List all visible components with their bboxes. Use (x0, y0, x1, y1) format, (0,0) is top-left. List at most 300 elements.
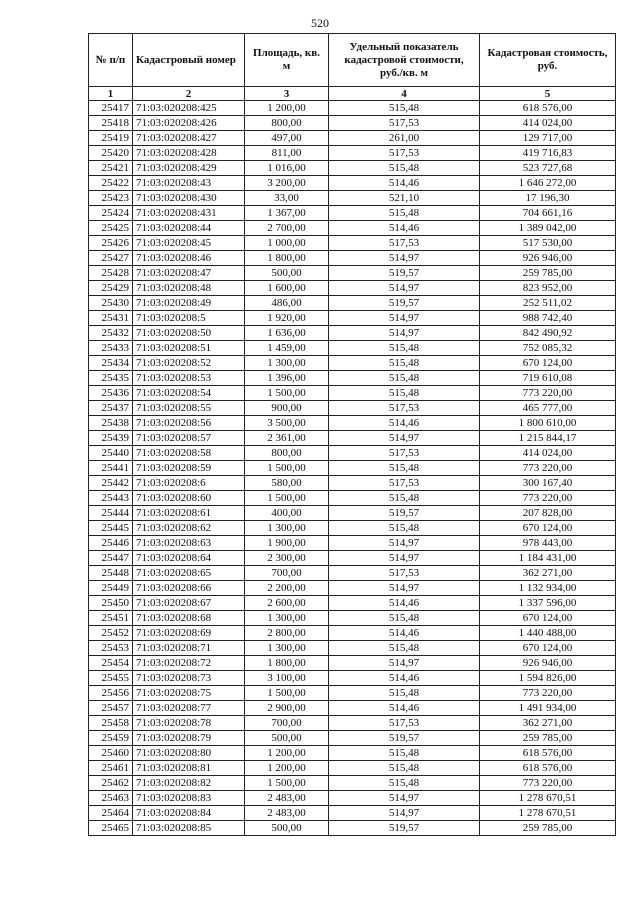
cadastral-number-cell: 71:03:020208:430 (133, 191, 245, 206)
table-row (89, 641, 616, 656)
cadastral-value-cell: 465 777,00 (480, 401, 616, 416)
row-number-cell: 25431 (89, 311, 133, 326)
cadastral-value-cell: 517 530,00 (480, 236, 616, 251)
cadastral-value-cell: 1 800 610,00 (480, 416, 616, 431)
table-row (89, 281, 616, 296)
area-cell: 486,00 (245, 296, 329, 311)
cadastral-number-cell: 71:03:020208:431 (133, 206, 245, 221)
row-number-cell: 25430 (89, 296, 133, 311)
cadastral-number-cell: 71:03:020208:78 (133, 716, 245, 731)
unit-rate-cell: 261,00 (329, 131, 480, 146)
row-number-cell: 25458 (89, 716, 133, 731)
cadastral-number-cell: 71:03:020208:83 (133, 791, 245, 806)
unit-rate-cell: 515,48 (329, 686, 480, 701)
cadastral-value-cell: 414 024,00 (480, 446, 616, 461)
row-number-cell: 25457 (89, 701, 133, 716)
cadastral-number-cell: 71:03:020208:80 (133, 746, 245, 761)
unit-rate-cell: 515,48 (329, 101, 480, 116)
table-row (89, 791, 616, 806)
area-cell: 1 367,00 (245, 206, 329, 221)
area-cell: 1 500,00 (245, 461, 329, 476)
area-cell: 1 200,00 (245, 101, 329, 116)
cadastral-value-cell: 362 271,00 (480, 566, 616, 581)
row-number-cell: 25435 (89, 371, 133, 386)
unit-rate-cell: 517,53 (329, 146, 480, 161)
table-row (89, 686, 616, 701)
cadastral-value-cell: 1 646 272,00 (480, 176, 616, 191)
unit-rate-cell: 519,57 (329, 296, 480, 311)
table-row (89, 206, 616, 221)
table-row (89, 176, 616, 191)
area-cell: 1 500,00 (245, 686, 329, 701)
column-number: 4 (329, 87, 480, 101)
table-row (89, 131, 616, 146)
row-number-cell: 25424 (89, 206, 133, 221)
area-cell: 1 300,00 (245, 356, 329, 371)
unit-rate-cell: 515,48 (329, 641, 480, 656)
area-cell: 1 000,00 (245, 236, 329, 251)
row-number-cell: 25459 (89, 731, 133, 746)
unit-rate-cell: 514,97 (329, 281, 480, 296)
row-number-cell: 25425 (89, 221, 133, 236)
unit-rate-cell: 514,46 (329, 416, 480, 431)
unit-rate-cell: 514,46 (329, 596, 480, 611)
row-number-cell: 25427 (89, 251, 133, 266)
cadastral-value-cell: 1 132 934,00 (480, 581, 616, 596)
table-row (89, 236, 616, 251)
area-cell: 500,00 (245, 821, 329, 836)
area-cell: 800,00 (245, 446, 329, 461)
row-number-cell: 25422 (89, 176, 133, 191)
area-cell: 2 700,00 (245, 221, 329, 236)
cadastral-number-cell: 71:03:020208:61 (133, 506, 245, 521)
area-cell: 1 500,00 (245, 386, 329, 401)
cadastral-value-cell: 252 511,02 (480, 296, 616, 311)
unit-rate-cell: 519,57 (329, 506, 480, 521)
area-cell: 1 396,00 (245, 371, 329, 386)
cadastral-value-cell: 670 124,00 (480, 641, 616, 656)
table-header-row (89, 34, 616, 87)
table-row (89, 161, 616, 176)
row-number-cell: 25434 (89, 356, 133, 371)
cadastral-value-cell: 618 576,00 (480, 101, 616, 116)
unit-rate-cell: 515,48 (329, 161, 480, 176)
unit-rate-cell: 515,48 (329, 371, 480, 386)
cadastral-value-cell: 719 610,08 (480, 371, 616, 386)
cadastral-number-cell: 71:03:020208:75 (133, 686, 245, 701)
unit-rate-cell: 515,48 (329, 206, 480, 221)
table-row (89, 476, 616, 491)
cadastral-number-cell: 71:03:020208:68 (133, 611, 245, 626)
cadastral-value-cell: 419 716,83 (480, 146, 616, 161)
cadastral-number-cell: 71:03:020208:64 (133, 551, 245, 566)
table-row (89, 401, 616, 416)
cadastral-number-cell: 71:03:020208:67 (133, 596, 245, 611)
unit-rate-cell: 515,48 (329, 776, 480, 791)
cadastral-number-cell: 71:03:020208:59 (133, 461, 245, 476)
area-cell: 580,00 (245, 476, 329, 491)
row-number-cell: 25464 (89, 806, 133, 821)
unit-rate-cell: 514,97 (329, 251, 480, 266)
cadastral-number-cell: 71:03:020208:48 (133, 281, 245, 296)
area-cell: 3 100,00 (245, 671, 329, 686)
column-number: 2 (133, 87, 245, 101)
area-cell: 900,00 (245, 401, 329, 416)
cadastral-value-cell: 1 491 934,00 (480, 701, 616, 716)
header-cadastral-number: Кадастровый номер (133, 34, 245, 87)
row-number-cell: 25449 (89, 581, 133, 596)
area-cell: 1 900,00 (245, 536, 329, 551)
area-cell: 2 361,00 (245, 431, 329, 446)
table-row (89, 551, 616, 566)
header-cadastral-value: Кадастровая стоимость, руб. (480, 34, 616, 87)
table-row (89, 356, 616, 371)
table-row (89, 596, 616, 611)
unit-rate-cell: 517,53 (329, 716, 480, 731)
table-row (89, 776, 616, 791)
row-number-cell: 25429 (89, 281, 133, 296)
cadastral-value-cell: 1 278 670,51 (480, 791, 616, 806)
area-cell: 497,00 (245, 131, 329, 146)
row-number-cell: 25433 (89, 341, 133, 356)
table-row (89, 611, 616, 626)
area-cell: 1 016,00 (245, 161, 329, 176)
cadastral-number-cell: 71:03:020208:63 (133, 536, 245, 551)
table-row (89, 251, 616, 266)
cadastral-value-cell: 618 576,00 (480, 746, 616, 761)
cadastral-number-cell: 71:03:020208:43 (133, 176, 245, 191)
unit-rate-cell: 517,53 (329, 236, 480, 251)
cadastral-number-cell: 71:03:020208:65 (133, 566, 245, 581)
row-number-cell: 25456 (89, 686, 133, 701)
row-number-cell: 25421 (89, 161, 133, 176)
unit-rate-cell: 514,46 (329, 701, 480, 716)
table-row (89, 116, 616, 131)
row-number-cell: 25448 (89, 566, 133, 581)
row-number-cell: 25419 (89, 131, 133, 146)
table-row (89, 341, 616, 356)
cadastral-value-cell: 978 443,00 (480, 536, 616, 551)
cadastral-value-cell: 259 785,00 (480, 266, 616, 281)
cadastral-value-cell: 773 220,00 (480, 686, 616, 701)
table-row (89, 746, 616, 761)
cadastral-value-cell: 926 946,00 (480, 251, 616, 266)
unit-rate-cell: 515,48 (329, 356, 480, 371)
table-row (89, 626, 616, 641)
table-row (89, 146, 616, 161)
header-row-number: № п/п (89, 34, 133, 87)
cadastral-number-cell: 71:03:020208:45 (133, 236, 245, 251)
cadastral-number-cell: 71:03:020208:82 (133, 776, 245, 791)
cadastral-value-cell: 773 220,00 (480, 386, 616, 401)
cadastral-number-cell: 71:03:020208:47 (133, 266, 245, 281)
area-cell: 2 600,00 (245, 596, 329, 611)
row-number-cell: 25437 (89, 401, 133, 416)
table-row (89, 671, 616, 686)
cadastral-number-cell: 71:03:020208:62 (133, 521, 245, 536)
cadastral-value-cell: 259 785,00 (480, 731, 616, 746)
row-number-cell: 25440 (89, 446, 133, 461)
row-number-cell: 25428 (89, 266, 133, 281)
cadastral-value-cell: 523 727,68 (480, 161, 616, 176)
cadastral-value-cell: 1 389 042,00 (480, 221, 616, 236)
table-row (89, 266, 616, 281)
table-row (89, 446, 616, 461)
unit-rate-cell: 514,46 (329, 176, 480, 191)
unit-rate-cell: 517,53 (329, 566, 480, 581)
table-row (89, 311, 616, 326)
unit-rate-cell: 517,53 (329, 446, 480, 461)
cadastral-number-cell: 71:03:020208:6 (133, 476, 245, 491)
row-number-cell: 25423 (89, 191, 133, 206)
row-number-cell: 25432 (89, 326, 133, 341)
unit-rate-cell: 515,48 (329, 491, 480, 506)
area-cell: 2 800,00 (245, 626, 329, 641)
area-cell: 2 483,00 (245, 791, 329, 806)
table-row (89, 581, 616, 596)
cadastral-value-cell: 1 215 844,17 (480, 431, 616, 446)
cadastral-value-cell: 988 742,40 (480, 311, 616, 326)
row-number-cell: 25453 (89, 641, 133, 656)
unit-rate-cell: 515,48 (329, 521, 480, 536)
table-row (89, 536, 616, 551)
row-number-cell: 25420 (89, 146, 133, 161)
row-number-cell: 25441 (89, 461, 133, 476)
unit-rate-cell: 514,97 (329, 326, 480, 341)
cadastral-value-cell: 773 220,00 (480, 776, 616, 791)
table-body (89, 101, 616, 836)
unit-rate-cell: 515,48 (329, 341, 480, 356)
area-cell: 1 300,00 (245, 521, 329, 536)
unit-rate-cell: 515,48 (329, 611, 480, 626)
unit-rate-cell: 514,46 (329, 626, 480, 641)
area-cell: 1 636,00 (245, 326, 329, 341)
column-number: 3 (245, 87, 329, 101)
unit-rate-cell: 514,97 (329, 551, 480, 566)
unit-rate-cell: 515,48 (329, 746, 480, 761)
table-row (89, 821, 616, 836)
cadastral-value-cell: 670 124,00 (480, 356, 616, 371)
unit-rate-cell: 515,48 (329, 761, 480, 776)
cadastral-number-cell: 71:03:020208:55 (133, 401, 245, 416)
cadastral-value-cell: 1 337 596,00 (480, 596, 616, 611)
cadastral-number-cell: 71:03:020208:46 (133, 251, 245, 266)
cadastral-number-cell: 71:03:020208:52 (133, 356, 245, 371)
unit-rate-cell: 519,57 (329, 821, 480, 836)
cadastral-number-cell: 71:03:020208:77 (133, 701, 245, 716)
table-row (89, 731, 616, 746)
area-cell: 811,00 (245, 146, 329, 161)
cadastral-number-cell: 71:03:020208:79 (133, 731, 245, 746)
cadastral-number-cell: 71:03:020208:425 (133, 101, 245, 116)
row-number-cell: 25447 (89, 551, 133, 566)
area-cell: 1 800,00 (245, 251, 329, 266)
row-number-cell: 25443 (89, 491, 133, 506)
row-number-cell: 25452 (89, 626, 133, 641)
area-cell: 1 200,00 (245, 761, 329, 776)
row-number-cell: 25442 (89, 476, 133, 491)
row-number-cell: 25450 (89, 596, 133, 611)
cadastral-number-cell: 71:03:020208:427 (133, 131, 245, 146)
table-row (89, 221, 616, 236)
cadastral-value-cell: 823 952,00 (480, 281, 616, 296)
unit-rate-cell: 514,97 (329, 791, 480, 806)
row-number-cell: 25465 (89, 821, 133, 836)
row-number-cell: 25417 (89, 101, 133, 116)
row-number-cell: 25445 (89, 521, 133, 536)
table-row (89, 701, 616, 716)
table-row (89, 431, 616, 446)
area-cell: 2 300,00 (245, 551, 329, 566)
area-cell: 33,00 (245, 191, 329, 206)
table-row (89, 296, 616, 311)
table-row (89, 191, 616, 206)
cadastral-value-cell: 259 785,00 (480, 821, 616, 836)
cadastral-value-table (88, 33, 616, 836)
cadastral-number-cell: 71:03:020208:50 (133, 326, 245, 341)
cadastral-value-cell: 618 576,00 (480, 761, 616, 776)
table-row (89, 521, 616, 536)
row-number-cell: 25436 (89, 386, 133, 401)
cadastral-number-cell: 71:03:020208:85 (133, 821, 245, 836)
cadastral-number-cell: 71:03:020208:58 (133, 446, 245, 461)
cadastral-value-cell: 207 828,00 (480, 506, 616, 521)
cadastral-value-cell: 670 124,00 (480, 521, 616, 536)
cadastral-value-cell: 773 220,00 (480, 491, 616, 506)
unit-rate-cell: 517,53 (329, 116, 480, 131)
cadastral-number-cell: 71:03:020208:426 (133, 116, 245, 131)
cadastral-number-cell: 71:03:020208:81 (133, 761, 245, 776)
column-number: 1 (89, 87, 133, 101)
unit-rate-cell: 514,97 (329, 581, 480, 596)
area-cell: 1 200,00 (245, 746, 329, 761)
table-row (89, 491, 616, 506)
unit-rate-cell: 515,48 (329, 461, 480, 476)
cadastral-value-cell: 926 946,00 (480, 656, 616, 671)
area-cell: 500,00 (245, 266, 329, 281)
cadastral-number-cell: 71:03:020208:53 (133, 371, 245, 386)
row-number-cell: 25463 (89, 791, 133, 806)
cadastral-number-cell: 71:03:020208:66 (133, 581, 245, 596)
cadastral-value-cell: 300 167,40 (480, 476, 616, 491)
unit-rate-cell: 515,48 (329, 386, 480, 401)
cadastral-value-cell: 773 220,00 (480, 461, 616, 476)
area-cell: 2 483,00 (245, 806, 329, 821)
unit-rate-cell: 521,10 (329, 191, 480, 206)
row-number-cell: 25446 (89, 536, 133, 551)
unit-rate-cell: 514,97 (329, 656, 480, 671)
cadastral-value-cell: 129 717,00 (480, 131, 616, 146)
cadastral-value-cell: 362 271,00 (480, 716, 616, 731)
unit-rate-cell: 517,53 (329, 401, 480, 416)
row-number-cell: 25454 (89, 656, 133, 671)
table-row (89, 716, 616, 731)
cadastral-number-cell: 71:03:020208:72 (133, 656, 245, 671)
row-number-cell: 25438 (89, 416, 133, 431)
cadastral-number-cell: 71:03:020208:56 (133, 416, 245, 431)
cadastral-number-cell: 71:03:020208:429 (133, 161, 245, 176)
cadastral-number-cell: 71:03:020208:5 (133, 311, 245, 326)
table-row (89, 371, 616, 386)
table-row (89, 566, 616, 581)
cadastral-value-cell: 17 196,30 (480, 191, 616, 206)
row-number-cell: 25455 (89, 671, 133, 686)
column-number: 5 (480, 87, 616, 101)
area-cell: 700,00 (245, 716, 329, 731)
cadastral-value-cell: 670 124,00 (480, 611, 616, 626)
cadastral-number-cell: 71:03:020208:49 (133, 296, 245, 311)
cadastral-number-cell: 71:03:020208:84 (133, 806, 245, 821)
table-row (89, 101, 616, 116)
unit-rate-cell: 517,53 (329, 476, 480, 491)
area-cell: 1 500,00 (245, 776, 329, 791)
cadastral-value-cell: 704 661,16 (480, 206, 616, 221)
table-row (89, 761, 616, 776)
unit-rate-cell: 514,97 (329, 311, 480, 326)
table-row (89, 326, 616, 341)
page-number: 520 (311, 16, 329, 30)
header-area: Площадь, кв. м (245, 34, 329, 87)
cadastral-number-cell: 71:03:020208:57 (133, 431, 245, 446)
unit-rate-cell: 514,46 (329, 221, 480, 236)
row-number-cell: 25426 (89, 236, 133, 251)
cadastral-number-cell: 71:03:020208:73 (133, 671, 245, 686)
cadastral-value-cell: 842 490,92 (480, 326, 616, 341)
cadastral-value-cell: 1 184 431,00 (480, 551, 616, 566)
area-cell: 1 459,00 (245, 341, 329, 356)
area-cell: 3 200,00 (245, 176, 329, 191)
unit-rate-cell: 514,97 (329, 536, 480, 551)
cadastral-number-cell: 71:03:020208:69 (133, 626, 245, 641)
area-cell: 800,00 (245, 116, 329, 131)
row-number-cell: 25462 (89, 776, 133, 791)
table-row (89, 506, 616, 521)
unit-rate-cell: 514,97 (329, 806, 480, 821)
cadastral-number-cell: 71:03:020208:71 (133, 641, 245, 656)
cadastral-value-cell: 752 085,32 (480, 341, 616, 356)
cadastral-number-cell: 71:03:020208:54 (133, 386, 245, 401)
area-cell: 1 300,00 (245, 641, 329, 656)
area-cell: 700,00 (245, 566, 329, 581)
table-row (89, 386, 616, 401)
cadastral-value-cell: 1 594 826,00 (480, 671, 616, 686)
unit-rate-cell: 519,57 (329, 266, 480, 281)
area-cell: 400,00 (245, 506, 329, 521)
area-cell: 1 300,00 (245, 611, 329, 626)
column-number-row (89, 87, 616, 101)
area-cell: 2 900,00 (245, 701, 329, 716)
cadastral-number-cell: 71:03:020208:428 (133, 146, 245, 161)
row-number-cell: 25460 (89, 746, 133, 761)
unit-rate-cell: 519,57 (329, 731, 480, 746)
row-number-cell: 25439 (89, 431, 133, 446)
area-cell: 1 500,00 (245, 491, 329, 506)
cadastral-number-cell: 71:03:020208:44 (133, 221, 245, 236)
cadastral-value-cell: 1 440 488,00 (480, 626, 616, 641)
table-row (89, 806, 616, 821)
area-cell: 3 500,00 (245, 416, 329, 431)
cadastral-number-cell: 71:03:020208:60 (133, 491, 245, 506)
table-row (89, 461, 616, 476)
area-cell: 2 200,00 (245, 581, 329, 596)
unit-rate-cell: 514,97 (329, 431, 480, 446)
cadastral-value-cell: 414 024,00 (480, 116, 616, 131)
table-row (89, 656, 616, 671)
row-number-cell: 25418 (89, 116, 133, 131)
row-number-cell: 25451 (89, 611, 133, 626)
header-unit-rate: Удельный показатель кадастровой стоимости, руб./кв. м (329, 34, 480, 87)
row-number-cell: 25444 (89, 506, 133, 521)
